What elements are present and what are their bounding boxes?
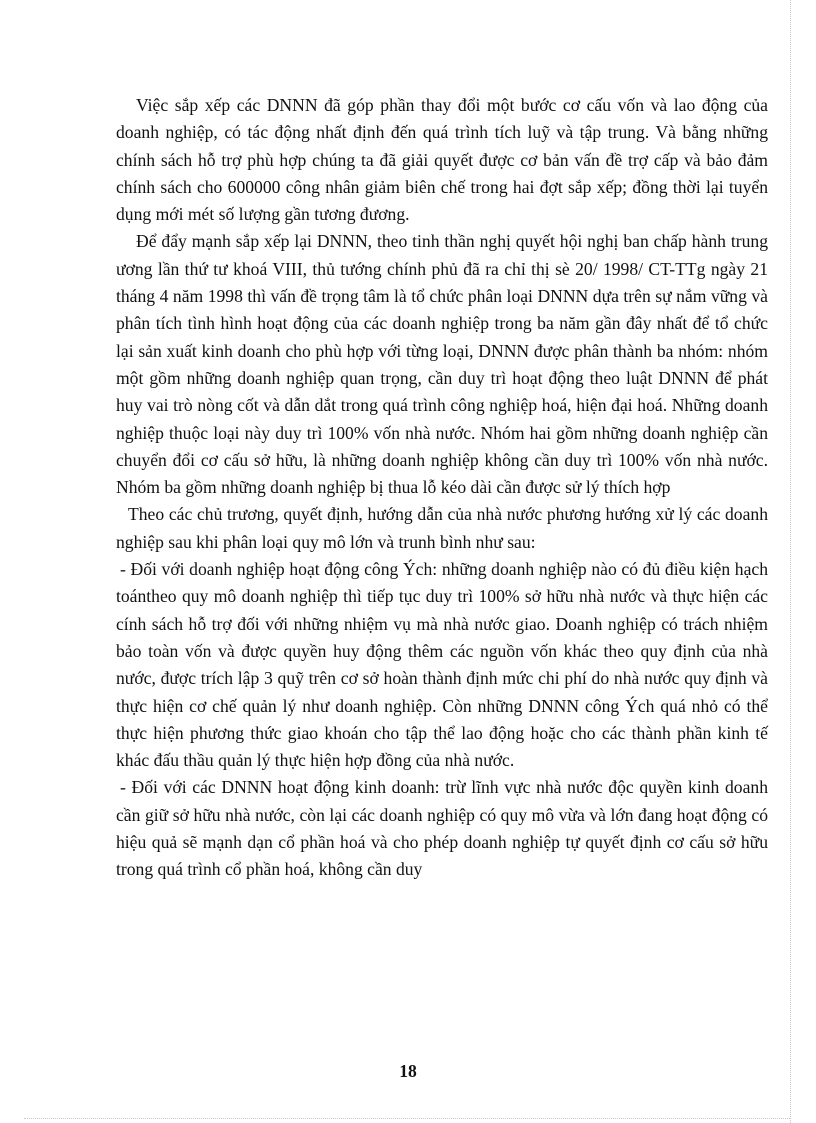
body-text — [116, 92, 768, 884]
paragraph-classification: Để đẩy mạnh sắp xếp lại DNNN, theo tinh thần nghị quyết hội nghị ban chấp hành trung ương lần thứ tư khoá VIII, thủ tướng chính phủ đã ra chỉ thị sè 20/ 1998/ CT-TTg ngày 21 tháng 4 năm 1998 thì vấn đề trọng tâm là tổ chức phân loại DNNN dựa trên sự nắm vững và phân tích tình hình hoạt động của các doanh nghiệp trong ba năm gần đây nhất để tổ chức lại sản xuất kinh doanh cho phù hợp với từng loại, DNNN được phân thành ba nhóm: nhóm một gồm những doanh nghiệp quan trọng, cần duy trì hoạt động theo luật DNNN để phát huy vai trò nòng cốt và dẫn dắt trong quá trình công nghiệp hoá, hiện đại hoá. Những doanh nghiệp thuộc loại này duy trì 100% vốn nhà nước. Nhóm hai gồm những doanh nghiệp cần chuyển đổi cơ cấu sở hữu, là những doanh nghiệp không cần duy trì 100% vốn nhà nước. Nhóm ba gồm những doanh nghiệp bị thua lỗ kéo dài cần được sử lý thích hợp — [116, 231, 768, 498]
page-border-bottom — [24, 1118, 790, 1119]
paragraph-restructuring-results: Việc sắp xếp các DNNN đã góp phần thay đổi một bước cơ cấu vốn và lao động của doanh nghiệp, có tác động nhất định đến quá trình tích luỹ và tập trung. Và bằng những chính sách hỗ trợ phù hợp chúng ta đã giải quyết được cơ bản vấn đề trợ cấp và bảo đảm chính sách cho 600000 công nhân giảm biên chế trong hai đợt sắp xếp; đồng thời lại tuyển dụng mới mét số lượng gần tương đương. — [116, 95, 768, 225]
paragraph-direction: Theo các chủ trương, quyết định, hướng dẫn của nhà nước phương hướng xử lý các doanh nghiệp sau khi phân loại quy mô lớn và trunh bình như sau: — [116, 504, 768, 552]
bullet-business-enterprises: - Đối với các DNNN hoạt động kinh doanh: trừ lĩnh vực nhà nước độc quyền kinh doanh cần giữ sở hữu nhà nước, còn lại các doanh nghiệp có quy mô vừa và lớn đang hoạt động có hiệu quả sẽ mạnh dạn cổ phần hoá và cho phép doanh nghiệp tự quyết định cơ cấu sở hữu trong quá trình cổ phần hoá, không cần duy — [116, 777, 768, 880]
page-border-right — [790, 0, 791, 1123]
bullet-public-service-enterprises: - Đối với doanh nghiệp hoạt động công Ých: những doanh nghiệp nào có đủ điều kiện hạch toántheo quy mô doanh nghiệp thì tiếp tục duy trì 100% sở hữu nhà nước và thực hiện các cính sách hỗ trợ đối với những nhiệm vụ mà nhà nước giao. Doanh nghiệp có trách nhiệm bảo toàn vốn và được quyền huy động thêm các nguồn vốn khác theo quy định của nhà nước, được trích lập 3 quỹ trên cơ sở hoàn thành định mức chi phí do nhà nước quy định và thực hiện cơ chế quản lý như doanh nghiệp. Còn những DNNN công Ých quá nhỏ có thể thực hiện phương thức giao khoán cho tập thể lao động hoặc cho các thành phần kinh tế khác đấu thầu quản lý thực hiện hợp đồng của nhà nước. — [116, 559, 768, 771]
page-number: 18 — [399, 1061, 417, 1081]
